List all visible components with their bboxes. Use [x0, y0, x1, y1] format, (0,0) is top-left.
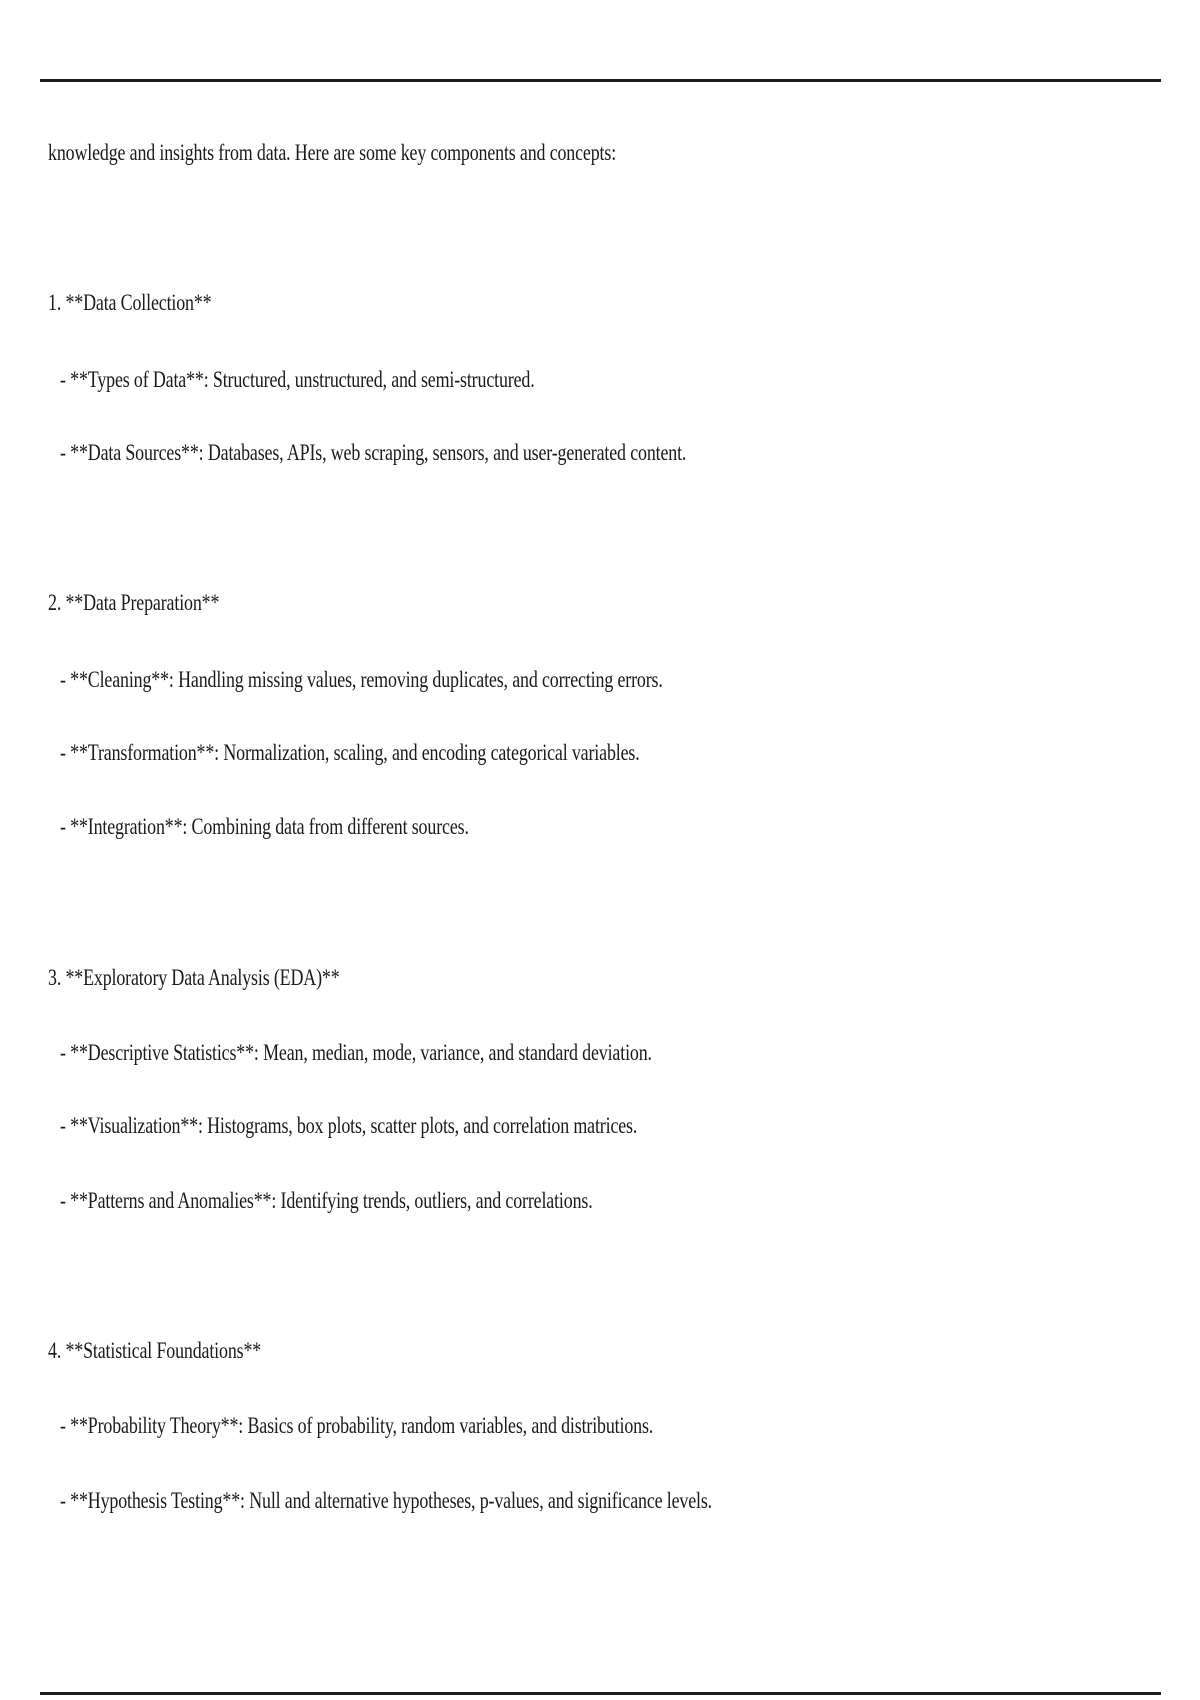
section-heading: 1. **Data Collection** [48, 290, 212, 315]
section-heading: 4. **Statistical Foundations** [48, 1338, 262, 1363]
intro-text: knowledge and insights from data. Here are some key components and concepts: [48, 140, 617, 165]
list-item: - **Hypothesis Testing**: Null and alternative hypotheses, p-values, and significance levels. [60, 1488, 713, 1513]
list-item: - **Cleaning**: Handling missing values, removing duplicates, and correcting errors. [60, 667, 663, 692]
header-rule [40, 79, 1161, 82]
list-item: - **Patterns and Anomalies**: Identifying trends, outliers, and correlations. [60, 1188, 593, 1213]
list-item: - **Types of Data**: Structured, unstructured, and semi-structured. [60, 367, 535, 392]
list-item: - **Integration**: Combining data from different sources. [60, 814, 469, 839]
list-item: - **Probability Theory**: Basics of probability, random variables, and distributions. [60, 1413, 654, 1438]
list-item: - **Visualization**: Histograms, box plots, scatter plots, and correlation matrices. [60, 1113, 638, 1138]
section-heading: 2. **Data Preparation** [48, 590, 220, 615]
section-heading: 3. **Exploratory Data Analysis (EDA)** [48, 965, 340, 990]
footer-rule [40, 1692, 1161, 1695]
list-item: - **Transformation**: Normalization, scaling, and encoding categorical variables. [60, 740, 640, 765]
list-item: - **Data Sources**: Databases, APIs, web scraping, sensors, and user-generated content. [60, 440, 687, 465]
list-item: - **Descriptive Statistics**: Mean, median, mode, variance, and standard deviation. [60, 1040, 652, 1065]
